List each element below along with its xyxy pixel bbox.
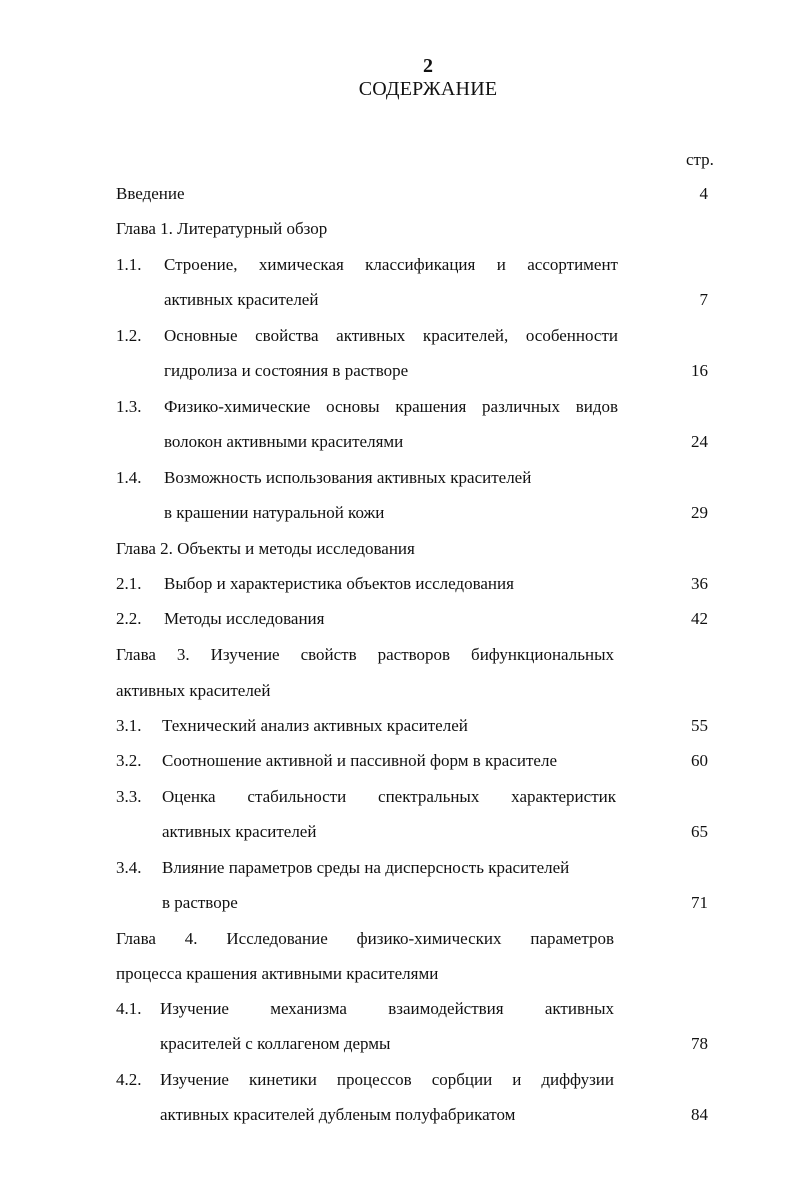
toc-page-number: 65 [691, 822, 708, 841]
toc-page-number: 4 [699, 184, 708, 203]
toc-entry-text: гидролиза и состояния в растворе [164, 361, 409, 380]
toc-entry-text: Глава 2. Объекты и методы исследования [116, 539, 415, 558]
toc-entry-text: Возможность использования активных красителей [164, 468, 532, 487]
toc-section-number: 1.2. [116, 326, 142, 345]
toc-section-number: 3.1. [116, 716, 142, 735]
toc-entry-text: волокон активными красителями [164, 432, 404, 451]
toc-entry-text: в крашении натуральной кожи [164, 503, 385, 522]
toc-page-number: 60 [691, 751, 708, 770]
toc-entry-text: Основные свойства активных красителей, особенности [164, 326, 618, 345]
toc-page-number: 55 [691, 716, 708, 735]
toc-page-number: 36 [691, 574, 708, 593]
toc-page-number: 16 [691, 361, 708, 380]
toc-entry-text: Строение, химическая классификация и ассортимент [164, 255, 618, 274]
page-number: 2 [423, 55, 433, 77]
toc-section-number: 1.1. [116, 255, 142, 274]
toc-section-number: 3.2. [116, 751, 142, 770]
toc-page-number: 42 [691, 609, 708, 628]
toc-entry-text: Оценка стабильности спектральных характеристик [162, 787, 616, 806]
toc-entry-text: активных красителей дубленым полуфабрикатом [160, 1105, 516, 1124]
toc-section-number: 4.1. [116, 999, 142, 1018]
toc-page-number: 29 [691, 503, 708, 522]
toc-page-number: 7 [699, 290, 708, 309]
toc-entry-text: Глава 3. Изучение свойств растворов бифункциональных [116, 645, 614, 664]
toc-entry-text: Глава 4. Исследование физико-химических параметров [116, 929, 614, 948]
toc-section-number: 2.2. [116, 609, 142, 628]
page-column-label: стр. [686, 150, 714, 169]
toc-entry-text: Влияние параметров среды на дисперсность красителей [162, 858, 570, 877]
toc-section-number: 1.3. [116, 397, 142, 416]
toc-entry-text: в растворе [162, 893, 238, 912]
toc-entry-text: Глава 1. Литературный обзор [116, 219, 328, 238]
toc-section-number: 4.2. [116, 1070, 142, 1089]
toc-page-number: 24 [691, 432, 708, 451]
toc-entry-text: Соотношение активной и пассивной форм в красителе [162, 751, 557, 770]
toc-page-number: 78 [691, 1034, 708, 1053]
toc-entry-text: активных красителей [162, 822, 317, 841]
toc-section-number: 3.4. [116, 858, 142, 877]
toc-entry-text: красителей с коллагеном дермы [160, 1034, 391, 1053]
toc-section-number: 1.4. [116, 468, 142, 487]
toc-page-number: 84 [691, 1105, 708, 1124]
toc-entry-text: Введение [116, 184, 185, 203]
toc-section-number: 3.3. [116, 787, 142, 806]
toc-entry-text: активных красителей [164, 290, 319, 309]
page-title: СОДЕРЖАНИЕ [358, 78, 498, 100]
toc-entry-text: Изучение кинетики процессов сорбции и диффузии [160, 1070, 614, 1089]
toc-entry-text: Физико-химические основы крашения различных видов [164, 397, 618, 416]
toc-entry-text: Выбор и характеристика объектов исследования [164, 574, 514, 593]
toc-entry-text: активных красителей [116, 681, 271, 700]
toc-entry-text: Технический анализ активных красителей [162, 716, 468, 735]
toc-entry-text: процесса крашения активными красителями [116, 964, 439, 983]
toc-page-number: 71 [691, 893, 708, 912]
toc-entry-text: Методы исследования [164, 609, 325, 628]
toc-entry-text: Изучение механизма взаимодействия активных [160, 999, 614, 1018]
toc-section-number: 2.1. [116, 574, 142, 593]
